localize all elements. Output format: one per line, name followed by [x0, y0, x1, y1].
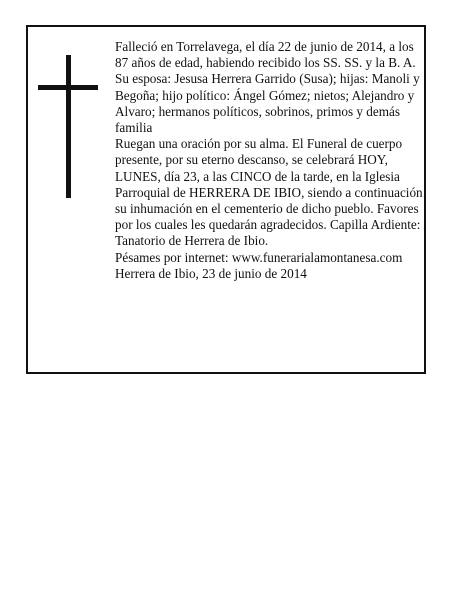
- cross-icon: [38, 55, 98, 198]
- death-announcement: Falleció en Torrelavega, el día 22 de junio de 2014, a los 87 años de edad, habiendo recibido los SS. SS. y la B. A.: [115, 39, 416, 71]
- condolences-website: Pésames por internet: www.funerarialamontanesa.com: [115, 249, 403, 265]
- funeral-details: Ruegan una oración por su alma. El Funeral de cuerpo presente, por su eterno descanso, se celebrará HOY, LUNES, día 23, a las CINCO de la tarde, en la Iglesia Parroquial de HERRERA DE IBIO, siendo a continuación su inhumación en el cementerio de dicho pueblo. Favores por los cuales les quedarán agradecidos. Capilla Ardiente: Tanatorio de Herrera de Ibio.: [115, 136, 423, 249]
- notice-text: [115, 39, 423, 282]
- cross-horizontal-bar: [38, 85, 98, 90]
- family-list: Su esposa: Jesusa Herrera Garrido (Susa); hijas: Manoli y Begoña; hijo político: Ángel Gómez; nietos; Alejandro y Alvaro; hermanos políticos, sobrinos, primos y demás familia: [115, 71, 420, 136]
- cross-vertical-bar: [66, 55, 71, 198]
- obituary-notice: [26, 25, 426, 374]
- place-and-date: Herrera de Ibio, 23 de junio de 2014: [115, 265, 307, 281]
